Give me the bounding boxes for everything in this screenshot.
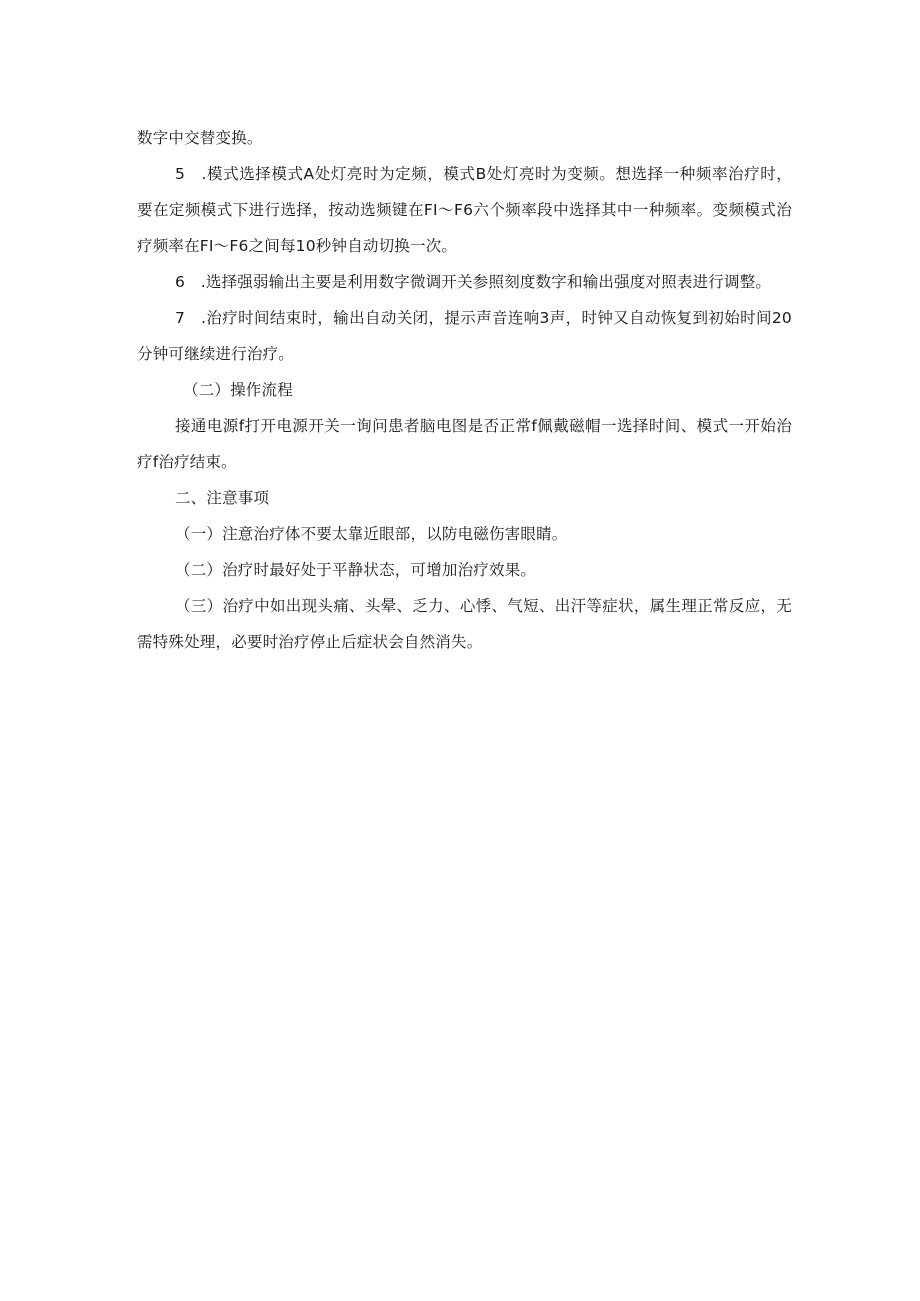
paragraph-precaution-3: （三）治疗中如出现头痛、头晕、乏力、心悸、气短、出汗等症状，属生理正常反应，无需特殊处理，必要时治疗停止后症状会自然消失。 <box>137 597 792 651</box>
paragraph-item-7: 7 .治疗时间结束时，输出自动关闭，提示声音连响3声，时钟又自动恢复到初始时间20分钟可继续进行治疗。 <box>137 309 792 363</box>
paragraph-item-5: 5 .模式选择模式A处灯亮时为定频，模式B处灯亮时为变频。想选择一种频率治疗时，要在定频模式下进行选择，按动选频键在FI～F6六个频率段中选择其中一种频率。变频模式治疗频率在FI～F6之间每10秒钟自动切换一次。 <box>137 165 792 255</box>
document-body <box>137 120 792 660</box>
section-heading-operation-flow: （二）操作流程 <box>183 381 293 399</box>
paragraph-operation-flow: 接通电源f打开电源开关一询问患者脑电图是否正常f佩戴磁帽一选择时间、模式一开始治疗f治疗结束。 <box>137 417 792 471</box>
paragraph-precaution-2: （二）治疗时最好处于平静状态，可增加治疗效果。 <box>175 561 537 579</box>
paragraph-precaution-1: （一）注意治疗体不要太靠近眼部，以防电磁伤害眼睛。 <box>175 525 568 543</box>
paragraph-item-6: 6 .选择强弱输出主要是利用数字微调开关参照刻度数字和输出强度对照表进行调整。 <box>175 273 772 291</box>
paragraph-continuation: 数字中交替变换。 <box>137 129 263 147</box>
section-heading-precautions: 二、注意事项 <box>175 489 270 507</box>
